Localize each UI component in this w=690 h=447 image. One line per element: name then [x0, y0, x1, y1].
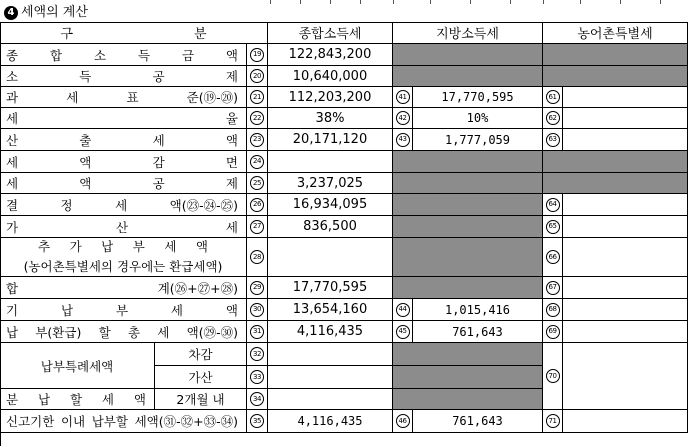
- label-char: 합: [6, 280, 19, 296]
- label-char: 세: [66, 90, 79, 105]
- circled-number-marker: 66: [546, 250, 560, 264]
- marker-cell: [543, 343, 563, 410]
- global-income-tax-value[interactable]: [268, 173, 393, 194]
- marker-cell: [543, 108, 563, 129]
- marker-cell: [543, 321, 563, 343]
- marker-cell: [247, 277, 268, 299]
- label-char: 득: [79, 69, 92, 84]
- label-char: 면: [225, 154, 238, 170]
- marker-cell: [247, 108, 268, 129]
- label-char: 공: [152, 69, 165, 84]
- label-char: 결: [6, 197, 19, 213]
- label-char: 할: [69, 392, 83, 407]
- local-income-tax-value[interactable]: [413, 299, 543, 321]
- row-label: [0, 299, 247, 321]
- label-char: 액: [225, 302, 238, 318]
- label-char: 제: [225, 69, 238, 84]
- label-char: 과: [6, 90, 19, 105]
- rural-special-tax-value[interactable]: [563, 194, 688, 216]
- marker-cell: [393, 129, 413, 151]
- row-label: [0, 321, 247, 343]
- circled-number-marker: 29: [250, 281, 264, 295]
- circled-number-marker: 42: [396, 111, 410, 125]
- global-income-tax-value[interactable]: [268, 194, 393, 216]
- global-income-tax-value[interactable]: [268, 108, 393, 129]
- label-char: 가: [69, 239, 82, 254]
- shaded-cell: [393, 238, 543, 277]
- label-char: 금: [181, 47, 195, 63]
- row-label: [0, 238, 247, 277]
- label-char: 추: [38, 239, 51, 254]
- global-income-tax-value[interactable]: [268, 216, 393, 238]
- circled-number-marker: 35: [250, 414, 264, 428]
- rural-special-tax-value[interactable]: [563, 277, 688, 299]
- header-col1-label: 종합소득세: [298, 27, 362, 42]
- rural-special-tax-value[interactable]: [563, 343, 688, 410]
- amount: 17,770,595: [441, 90, 514, 104]
- header-category: [0, 22, 268, 44]
- local-income-tax-value[interactable]: [413, 129, 543, 151]
- marker-cell: [247, 216, 268, 238]
- rural-special-tax-value[interactable]: [563, 238, 688, 277]
- rural-special-tax-value[interactable]: [563, 87, 688, 108]
- label-char: 세: [6, 176, 19, 191]
- label-char: 산: [115, 219, 129, 235]
- amount: 4,116,435: [297, 414, 363, 428]
- label-char: 납: [101, 239, 114, 254]
- marker-cell: [247, 299, 268, 321]
- marker-cell: [247, 44, 268, 66]
- tax-calculation-table: [0, 22, 688, 446]
- row-label: [0, 66, 247, 87]
- marker-cell: [393, 410, 413, 433]
- label-char: 종: [6, 47, 19, 63]
- circled-number-marker: 20: [250, 69, 264, 83]
- circled-number-marker: 62: [546, 111, 560, 125]
- label-char: 출: [79, 132, 92, 148]
- label-char: 기: [6, 302, 19, 318]
- marker-cell: [247, 173, 268, 194]
- rural-special-tax-value[interactable]: [563, 216, 688, 238]
- marker-cell: [543, 216, 563, 238]
- label-char: 세: [115, 197, 128, 213]
- header-gu-label: 구: [60, 27, 74, 42]
- circled-number-marker: 30: [250, 303, 264, 317]
- label-char: 공: [152, 176, 165, 191]
- local-income-tax-value[interactable]: [413, 87, 543, 108]
- circled-number-marker: 34: [250, 392, 264, 406]
- circled-number-marker: 31: [250, 325, 264, 339]
- circled-number-marker: 23: [250, 133, 264, 147]
- circled-number-marker: 22: [250, 111, 264, 125]
- circled-number-marker: 46: [396, 414, 410, 428]
- label-char: 소: [6, 69, 19, 84]
- row-label: [0, 194, 247, 216]
- label-char: 세: [101, 392, 114, 407]
- circled-number-marker: 65: [546, 220, 560, 234]
- marker-cell: [393, 299, 413, 321]
- amount: 16,934,095: [292, 197, 368, 212]
- label-char: 율: [225, 111, 238, 126]
- top-rule: [0, 0, 690, 4]
- marker-cell: [247, 238, 268, 277]
- amount: 13,654,160: [292, 302, 368, 317]
- shaded-cell: [543, 66, 688, 87]
- amount: 38%: [315, 110, 345, 126]
- amount: 10%: [466, 111, 489, 125]
- circled-number-marker: 33: [250, 370, 264, 384]
- amount: 761,643: [452, 414, 503, 428]
- marker-cell: [247, 321, 268, 343]
- amount: 761,643: [452, 324, 503, 339]
- amount: 1,777,059: [444, 132, 511, 147]
- shaded-cell: [393, 66, 543, 87]
- label-line1: [38, 238, 208, 257]
- marker-cell: [543, 277, 563, 299]
- shaded-cell: [393, 173, 543, 194]
- label-char: 액: [79, 176, 92, 191]
- row-label: [0, 389, 155, 410]
- label-char: 분: [6, 392, 19, 407]
- shaded-cell: [393, 44, 543, 66]
- marker-cell: [393, 87, 413, 108]
- row-label: [0, 129, 247, 151]
- shaded-cell: [393, 366, 543, 389]
- marker-cell: [543, 410, 563, 433]
- shaded-cell: [393, 194, 543, 216]
- section-title-text: 세액의 계산: [21, 5, 88, 20]
- header-local-income-tax: [393, 22, 543, 44]
- circled-number-marker: 68: [546, 303, 560, 317]
- circled-number-marker: 44: [396, 303, 410, 317]
- global-income-tax-value[interactable]: [268, 366, 393, 389]
- shaded-cell: [393, 277, 543, 299]
- amount: 3,237,025: [296, 175, 364, 191]
- global-income-tax-value[interactable]: [268, 343, 393, 366]
- circled-number-marker: 61: [546, 90, 560, 104]
- label-char: 세: [6, 154, 19, 170]
- label-char: 합: [49, 47, 63, 63]
- row-label: [0, 216, 247, 238]
- label-char: 정: [60, 197, 73, 213]
- marker-cell: [543, 87, 563, 108]
- marker-cell: [543, 194, 563, 216]
- label-char: 할: [98, 324, 111, 340]
- amount: 20,171,120: [292, 132, 368, 147]
- marker-cell: [247, 410, 268, 433]
- amount: 112,203,200: [288, 89, 372, 105]
- label-char: 세: [225, 219, 238, 235]
- label-char: 가: [6, 219, 19, 235]
- global-income-tax-value[interactable]: [268, 299, 393, 321]
- global-income-tax-value[interactable]: [268, 87, 393, 108]
- global-income-tax-value[interactable]: [268, 389, 393, 410]
- marker-cell: [543, 238, 563, 277]
- label-suffix: 액(㉙-㉚): [186, 324, 238, 340]
- amount: 4,116,435: [296, 324, 364, 339]
- global-income-tax-value[interactable]: [268, 321, 393, 343]
- global-income-tax-value[interactable]: [268, 66, 393, 87]
- row-label: [0, 87, 247, 108]
- circled-number-marker: 45: [396, 325, 410, 339]
- marker-cell: [247, 366, 268, 389]
- sub-label: 차감: [188, 347, 213, 362]
- label-char: 제: [225, 176, 238, 191]
- label-char: 납: [60, 302, 74, 318]
- circled-number-marker: 24: [250, 155, 264, 169]
- rural-special-tax-value[interactable]: [563, 129, 688, 151]
- circled-number-marker: 71: [546, 414, 560, 428]
- label-char: 납: [6, 324, 19, 340]
- marker-cell: [247, 343, 268, 366]
- sub-label: 2개월 내: [176, 392, 225, 407]
- label-char: 신고기한: [6, 414, 55, 429]
- header-rural-special-tax: [543, 22, 688, 44]
- group-label-cell: [0, 343, 155, 389]
- label-char: 소: [93, 47, 107, 63]
- sub-label-cell: [155, 389, 247, 410]
- circled-number-marker: 70: [546, 369, 560, 383]
- label-char: 세: [157, 324, 170, 340]
- section-title: [4, 4, 88, 22]
- row-label: [0, 277, 247, 299]
- rural-special-tax-value[interactable]: [563, 108, 688, 129]
- header-col3-label: 농어촌특별세: [577, 27, 653, 42]
- amount: 17,770,595: [292, 280, 368, 295]
- row-label: [0, 44, 247, 66]
- label-char: 이내: [60, 414, 86, 429]
- marker-cell: [393, 321, 413, 343]
- circled-number-marker: 27: [250, 220, 264, 234]
- label-suffix: 준(⑲-⑳): [186, 90, 238, 105]
- global-income-tax-value[interactable]: [268, 151, 393, 173]
- shaded-cell: [543, 44, 688, 66]
- global-income-tax-value[interactable]: [268, 238, 393, 277]
- circled-number-marker: 69: [546, 325, 560, 339]
- marker-cell: [247, 129, 268, 151]
- marker-cell: [247, 151, 268, 173]
- label-char: 총: [127, 324, 141, 340]
- circled-number-marker: 21: [250, 90, 264, 104]
- label-char: 세: [170, 302, 183, 318]
- amount: 10,640,000: [292, 68, 368, 84]
- local-income-tax-value[interactable]: [413, 410, 543, 433]
- label-char: 액: [225, 47, 238, 63]
- global-income-tax-value[interactable]: [268, 44, 393, 66]
- section-number-badge: 4: [4, 6, 18, 20]
- local-income-tax-value[interactable]: [413, 108, 543, 129]
- label-char: 세: [164, 239, 177, 254]
- label-char: 표: [126, 90, 139, 105]
- label-char: 부: [132, 239, 145, 254]
- label-suffix: 세액(㉛-㉜+㉝-㉞): [134, 414, 238, 429]
- circled-number-marker: 26: [250, 198, 264, 212]
- rural-special-tax-value[interactable]: [563, 410, 688, 433]
- label-char: 부: [115, 302, 129, 318]
- amount: 1,015,416: [444, 302, 511, 317]
- header-bun-label: 분: [193, 27, 207, 42]
- label-char: 감: [152, 154, 165, 170]
- rural-special-tax-value[interactable]: [563, 299, 688, 321]
- label-char: 납: [37, 392, 51, 407]
- circled-number-marker: 19: [250, 48, 264, 62]
- circled-number-marker: 32: [250, 347, 264, 361]
- circled-number-marker: 28: [250, 250, 264, 264]
- row-label: [0, 173, 247, 194]
- circled-number-marker: 63: [546, 133, 560, 147]
- marker-cell: [247, 194, 268, 216]
- row-label: [0, 151, 247, 173]
- label-suffix: 액(㉓-㉔-㉕): [169, 197, 238, 213]
- label-char: 산: [6, 132, 19, 148]
- shaded-cell: [543, 173, 688, 194]
- circled-number-marker: 41: [396, 90, 410, 104]
- shaded-cell: [543, 151, 688, 173]
- label-char: 세: [6, 111, 19, 126]
- label-char: 액: [195, 239, 208, 254]
- group-label: 납부특례세액: [40, 358, 114, 374]
- label-line2: (농어촌특별세의 경우에는 환급세액): [23, 259, 223, 274]
- shaded-cell: [393, 151, 543, 173]
- sub-label-cell: [155, 343, 247, 366]
- marker-cell: [393, 108, 413, 129]
- marker-cell: [247, 87, 268, 108]
- global-income-tax-value[interactable]: [268, 410, 393, 433]
- circled-number-marker: 67: [546, 281, 560, 295]
- row-label: [0, 410, 247, 433]
- label-suffix: 액: [133, 392, 146, 407]
- marker-cell: [543, 129, 563, 151]
- header-global-income-tax: [268, 22, 393, 44]
- marker-cell: [247, 66, 268, 87]
- header-col2-label: 지방소득세: [436, 27, 499, 42]
- shaded-cell: [393, 216, 543, 238]
- shaded-cell: [393, 389, 543, 410]
- sub-label: 가산: [188, 370, 213, 385]
- local-income-tax-value[interactable]: [413, 321, 543, 343]
- circled-number-marker: 64: [546, 198, 560, 212]
- global-income-tax-value[interactable]: [268, 277, 393, 299]
- shaded-cell: [393, 343, 543, 366]
- label-char: 납부할: [91, 414, 128, 429]
- row-label: [0, 108, 247, 129]
- label-char: 득: [137, 47, 151, 63]
- global-income-tax-value[interactable]: [268, 129, 393, 151]
- label-suffix: 계(㉖+㉗+㉘): [157, 280, 238, 296]
- sub-label-cell: [155, 366, 247, 389]
- label-char: 세: [152, 132, 165, 148]
- circled-number-marker: 25: [250, 176, 264, 190]
- rural-special-tax-value[interactable]: [563, 321, 688, 343]
- marker-cell: [247, 389, 268, 410]
- label-char: 액: [79, 154, 92, 170]
- amount: 836,500: [303, 219, 357, 234]
- label-char: 부(환급): [35, 324, 82, 340]
- label-char: 액: [225, 132, 238, 148]
- marker-cell: [543, 299, 563, 321]
- circled-number-marker: 43: [396, 133, 410, 147]
- amount: 122,843,200: [288, 47, 372, 62]
